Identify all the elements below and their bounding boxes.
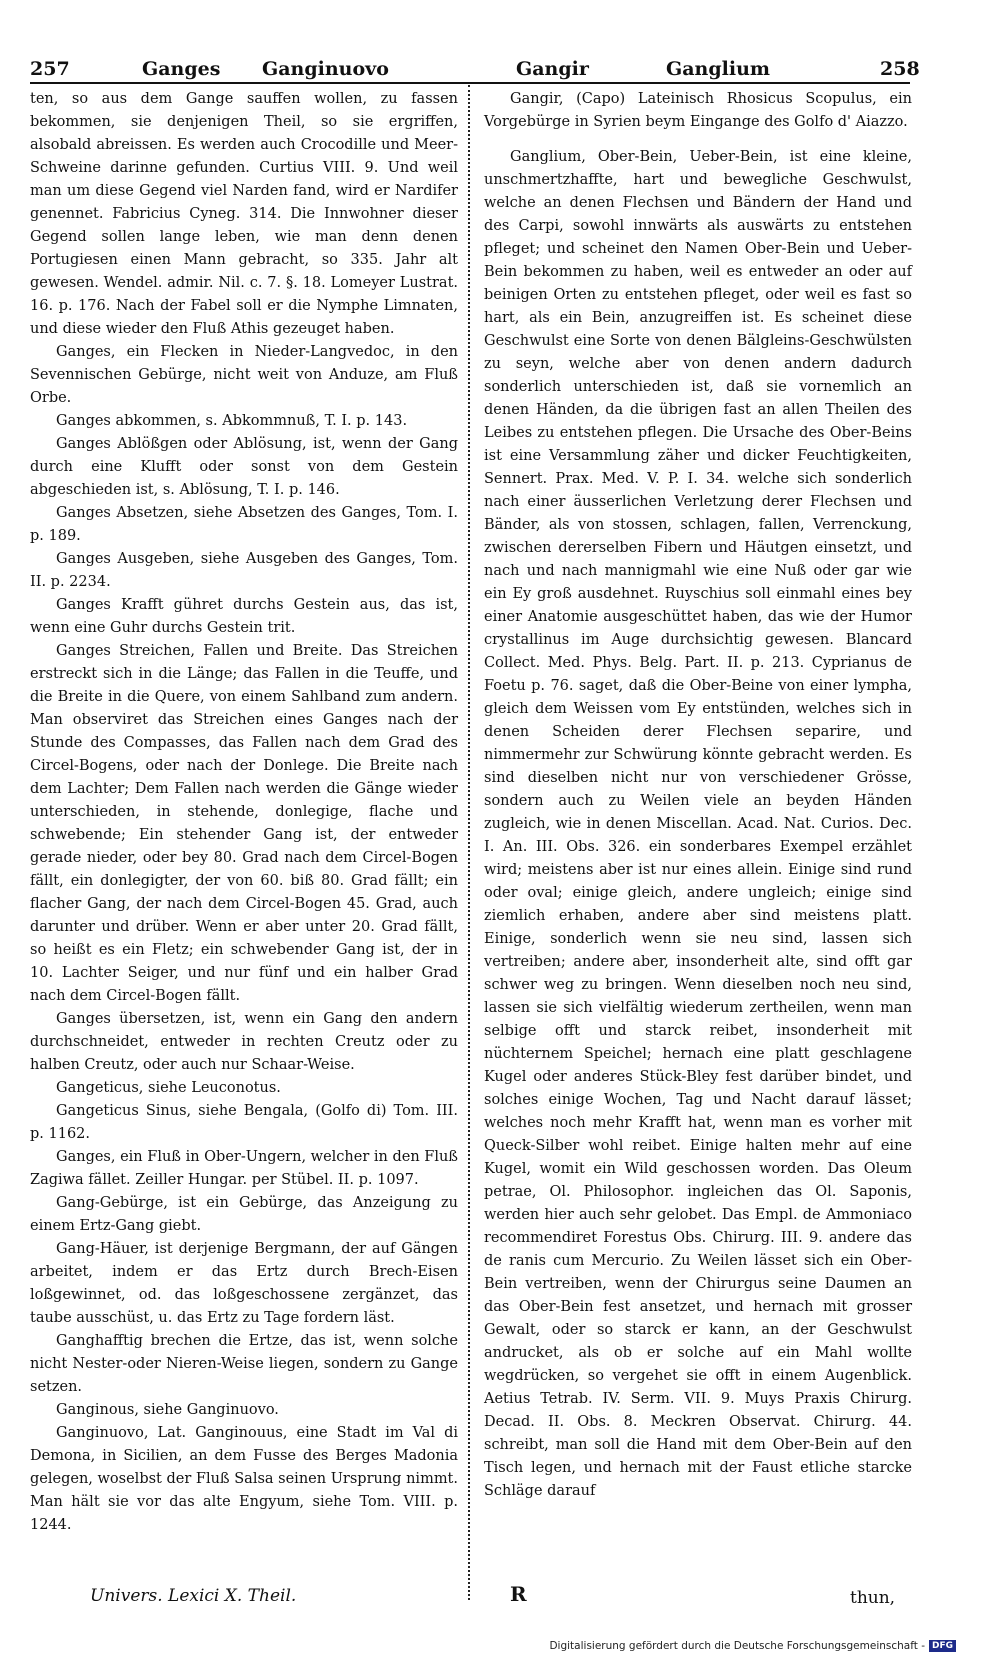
credit-text: Digitalisierung gefördert durch die Deutsche Forschungsgemeinschaft - [549, 1640, 925, 1652]
left-entry: Ganges Streichen, Fallen und Breite. Das Streichen erstreckt sich in die Länge; das Fallen in die Teuffe, und die Breite in die Quere, von einem Sahlband zum andern. Man observiret das Streichen eines Ganges nach der Stunde des Compasses, das Fallen nach dem Grad des Circel-Bogens, oder nach der Donlege. Die Breite nach dem Lachter; Dem Fallen nach werden die Gänge wieder unterschieden, in stehende, donlegige, flache und schwebende; Ein stehender Gang ist, der entweder gerade nieder, oder bey 80. Grad nach dem Circel-Bogen fällt, ein donlegigter, der von 60. biß 80. Grad fällt; ein flacher Gang, der nach dem Circel-Bogen 45. Grad, auch darunter und drüber. Wenn er aber unter 20. Grad fällt, so heißt es ein Fletz; ein schwebender Gang ist, der in 10. Lachter Seiger, und nur fünf und ein halber Grad nach dem Circel-Bogen fällt. [30, 643, 458, 1004]
right-entry: Gangir, (Capo) Lateinisch Rhosicus Scopulus, ein Vorgebürge in Syrien beym Eingange des Golfo d' Aiazzo. [484, 91, 912, 130]
page-number-right: 258 [880, 58, 920, 80]
left-entry: Gangeticus, siehe Leuconotus. [56, 1080, 281, 1096]
page-number-left: 257 [30, 58, 70, 80]
left-entry: Ganges, ein Fluß in Ober-Ungern, welcher in den Fluß Zagiwa fället. Zeiller Hungar. per Stübel. II. p. 1097. [30, 1149, 458, 1188]
digitization-credit [549, 1640, 956, 1652]
left-entry: Gang-Häuer, ist derjenige Bergmann, der auf Gängen arbeitet, indem er das Ertz durch Brech-Eisen loßgewinnet, od. das loßgeschossene zergänzet, das taube ausschüst, u. das Ertz zu Tage fordern läst. [30, 1241, 458, 1326]
left-entry: Ganges Ausgeben, siehe Ausgeben des Ganges, Tom. II. p. 2234. [30, 551, 458, 590]
left-column [30, 88, 458, 1537]
right-column [484, 88, 912, 1503]
header-word-1: Ganges [142, 58, 221, 80]
left-entry: Ganges Krafft gühret durchs Gestein aus, das ist, wenn eine Guhr durchs Gestein trit. [30, 597, 458, 636]
left-entry: Gangeticus Sinus, siehe Bengala, (Golfo di) Tom. III. p. 1162. [30, 1103, 458, 1142]
printer-signature: R [510, 1582, 527, 1606]
left-entry: Gang-Gebürge, ist ein Gebürge, das Anzeigung zu einem Ertz-Gang giebt. [30, 1195, 458, 1234]
left-entry: Ganges, ein Flecken in Nieder-Langvedoc, in den Sevennischen Gebürge, nicht weit von Anduze, am Fluß Orbe. [30, 344, 458, 406]
left-entry: ten, so aus dem Gange sauffen wollen, zu fassen bekommen, sie denjenigen Theil, so sie ergriffen, alsobald abreissen. Es werden auch Crocodille und Meer-Schweine darinne gefunden. Curtius VIII. 9. Und weil man um diese Gegend viel Narden fand, wird er Nardifer genennet. Fabricius Cyneg. 314. Die Innwohner dieser Gegend sollen lange leben, wie man denn denen Portugiesen einen Mann gebracht, so 335. Jahr alt gewesen. Wendel. admir. Nil. c. 7. §. 18. Lomeyer Lustrat. 16. p. 176. Nach der Fabel soll er die Nymphe Limnaten, und diese wieder den Fluß Athis gezeuget haben. [30, 91, 458, 337]
volume-signature-line: Univers. Lexici X. Theil. [90, 1586, 297, 1606]
right-entry: Ganglium, Ober-Bein, Ueber-Bein, ist eine kleine, unschmertzhaffte, hart und bewegliche Geschwulst, welche an denen Flechsen und Bändern der Hand und des Carpi, sowohl innwärts als auswärts zu entstehen pfleget; und scheinet den Namen Ober-Bein und Ueber-Bein bekommen zu haben, weil es entweder an oder auf beinigen Orten zu entstehen pfleget, oder weil es fast so hart, als ein Bein, anzugreiffen ist. Es scheinet diese Geschwulst eine Sorte von denen Bälgleins-Geschwülsten zu seyn, welche aber von denen andern dadurch sonderlich unterschieden ist, daß sie vornemlich an denen Händen, da die übrigen fast an allen Theilen des Leibes zu entstehen pflegen. Die Ursache des Ober-Beins ist eine Versammlung zäher und dicker Feuchtigkeiten, Sennert. Prax. Med. V. P. I. 34. welche sich sonderlich nach einer äusserlichen Verletzung derer Flechsen und Bänder, als von stossen, schlagen, fallen, Verrenckung, zwischen dererselben Fibern und Häutgen einsetzt, und nach und nach mannigmahl wie eine Nuß oder gar wie ein Ey groß ausdehnet. Ruyschius soll einmahl eines bey einer Anatomie ausgeschüttet haben, das wie der Humor crystallinus im Auge durchsichtig gewesen. Blancard Collect. Med. Phys. Belg. Part. II. p. 213. Cyprianus de Foetu p. 76. saget, daß die Ober-Beine von einer lympha, gleich dem Weissen vom Ey entstünden, welches sich in denen Scheiden derer Flechsen separire, und nimmermehr zur Schwürung könnte gebracht werden. Es sind dieselben nicht nur von verschiedener Grösse, sondern auch zu Weilen viele an beyden Händen zugleich, wie in denen Miscellan. Acad. Nat. Curios. Dec. I. An. III. Obs. 326. ein sonderbares Exempel erzählet wird; meistens aber ist nur eines allein. Einige sind rund oder oval; einige gleich, andere ungleich; einige sind ziemlich erhaben, andere aber sind meistens platt. Einige, sonderlich wenn sie neu sind, lassen sich vertreiben; andere aber, insonderheit alte, sind offt gar schwer weg zu bringen. Wenn dieselben noch neu sind, lassen sie sich vielfältig wiederum zertheilen, wenn man selbige offt und starck reibet, insonderheit mit nüchternem Speichel; hernach eine platt geschlagene Kugel oder anderes Stück-Bley fest darüber bindet, und solches einige Wochen, Tag und Nacht darauf lässet; welches noch mehr Krafft hat, wenn man es vorher mit Queck-Silber wohl reibet. Einige halten mehr auf eine Kugel, womit ein Wild geschossen worden. Das Oleum petrae, Ol. Philosophor. ingleichen das Ol. Saponis, werden hier auch sehr gelobet. Das Empl. de Ammoniaco recommendiret Forestus Obs. Chirurg. III. 9. andere das de ranis cum Mercurio. Zu Weilen lässet sich ein Ober-Bein vertreiben, wenn der Chirurgus seine Daumen an das Ober-Bein fest ansetzet, und hernach mit grosser Gewalt, oder so starck er kann, an der Geschwulst andrucket, als ob er solche auf ein Mahl wollte wegdrücken, so vergehet sie offt in einem Augenblick. Aetius Tetrab. IV. Serm. VII. 9. Muys Praxis Chirurg. Decad. II. Obs. 8. Meckren Observat. Chirurg. 44. schreibt, man soll die Hand mit dem Ober-Bein auf den Tisch legen, und hernach mit der Faust etliche starcke Schläge darauf [484, 149, 912, 1499]
running-header [30, 52, 920, 86]
left-entry: Ganginous, siehe Ganginuovo. [56, 1402, 279, 1418]
catchword: thun, [850, 1588, 896, 1608]
left-entry: Ganghafftig brechen die Ertze, das ist, wenn solche nicht Nester-oder Nieren-Weise liegen, sondern zu Gange setzen. [30, 1333, 458, 1395]
left-entry: Ganginuovo, Lat. Ganginouus, eine Stadt im Val di Demona, in Sicilien, an dem Fusse des Berges Madonia gelegen, woselbst der Fluß Salsa seinen Ursprung nimmt. Man hält sie vor das alte Engyum, siehe Tom. VIII. p. 1244. [30, 1425, 458, 1533]
column-divider [468, 85, 471, 1600]
header-word-2: Ganginuovo [262, 58, 389, 80]
header-word-4: Ganglium [666, 58, 770, 80]
left-entry: Ganges Absetzen, siehe Absetzen des Ganges, Tom. I. p. 189. [30, 505, 458, 544]
header-word-3: Gangir [516, 58, 589, 80]
left-entry: Ganges abkommen, s. Abkommnuß, T. I. p. 143. [56, 413, 408, 429]
header-rule [30, 82, 910, 84]
left-entry: Ganges übersetzen, ist, wenn ein Gang den andern durchschneidet, entweder in rechten Creutz oder zu halben Creutz, oder auch nur Schaar-Weise. [30, 1011, 458, 1073]
dfg-logo: DFG [929, 1640, 956, 1652]
left-entry: Ganges Ablößgen oder Ablösung, ist, wenn der Gang durch eine Klufft oder sonst von dem Gestein abgeschieden ist, s. Ablösung, T. I. p. 146. [30, 436, 458, 498]
